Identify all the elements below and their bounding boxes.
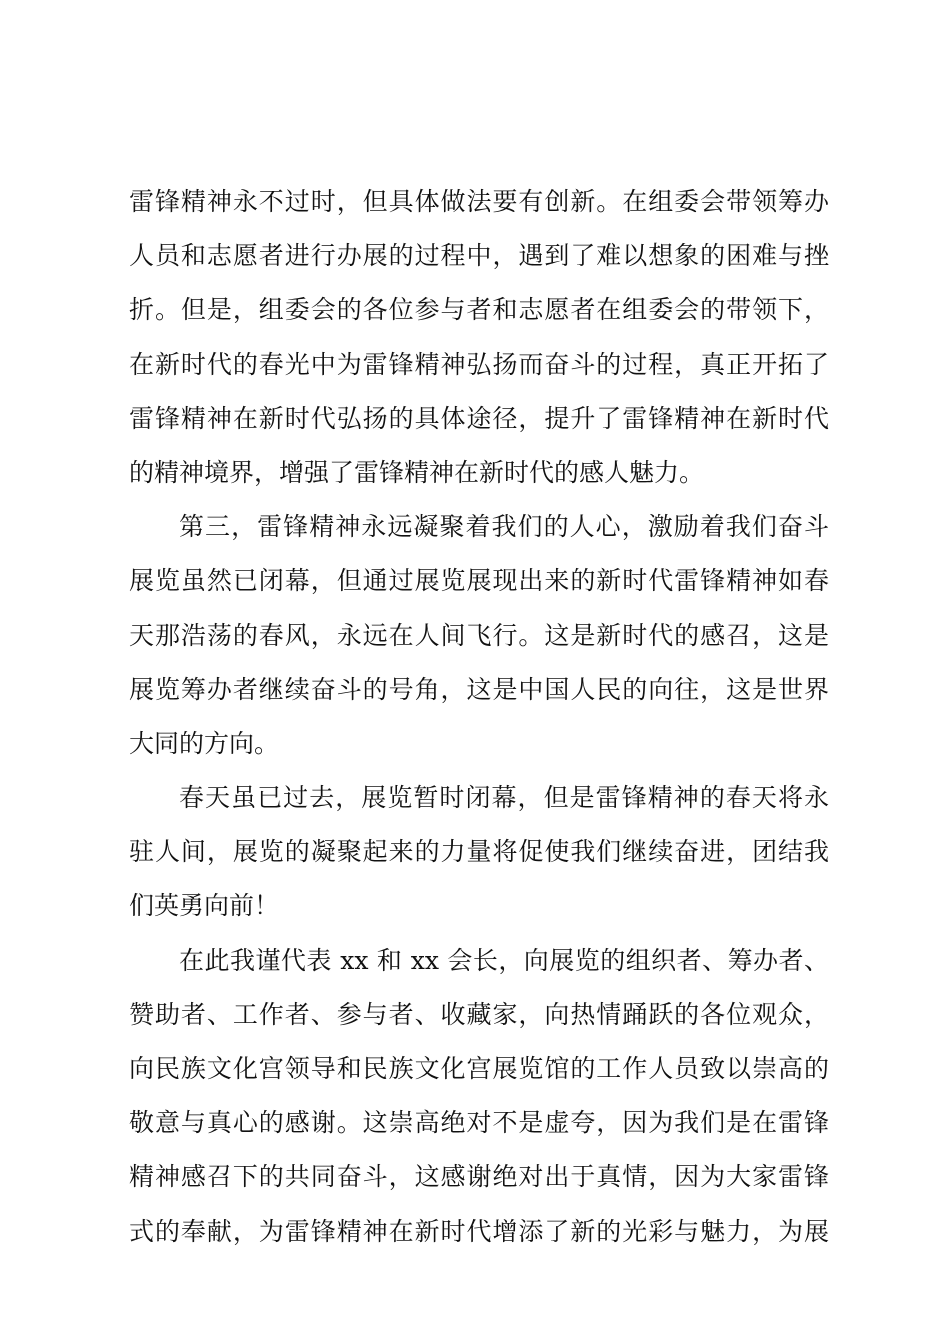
text-line: 在新时代的春光中为雷锋精神弘扬而奋斗的过程，真正开拓了 xyxy=(129,349,829,379)
body-text xyxy=(129,175,829,1259)
text-line: 第三，雷锋精神永远凝聚着我们的人心，激励着我们奋斗 xyxy=(179,512,829,542)
text-line: 展览虽然已闭幕，但通过展览展现出来的新时代雷锋精神如春 xyxy=(129,566,829,596)
text-line: 春天虽已过去，展览暂时闭幕，但是雷锋精神的春天将永 xyxy=(179,783,829,813)
text-line: 展览筹办者继续奋斗的号角，这是中国人民的向往，这是世界 xyxy=(129,674,829,704)
text-line: 雷锋精神在新时代弘扬的具体途径，提升了雷锋精神在新时代 xyxy=(129,403,829,433)
text-line: 式的奉献，为雷锋精神在新时代增添了新的光彩与魅力，为展 xyxy=(129,1216,829,1246)
text-line: 大同的方向。 xyxy=(129,728,280,758)
text-line: 折。但是，组委会的各位参与者和志愿者在组委会的带领下， xyxy=(129,295,829,325)
text-line: 驻人间，展览的凝聚起来的力量将促使我们继续奋进，团结我 xyxy=(129,837,829,867)
text-line: 人员和志愿者进行办展的过程中，遇到了难以想象的困难与挫 xyxy=(129,241,829,271)
text-line: 精神感召下的共同奋斗，这感谢绝对出于真情，因为大家雷锋 xyxy=(129,1162,829,1192)
text-line: 天那浩荡的春风，永远在人间飞行。这是新时代的感召，这是 xyxy=(129,620,829,650)
text-line: 赞助者、工作者、参与者、收藏家，向热情踊跃的各位观众， xyxy=(129,999,829,1029)
text-line: 在此我谨代表 xx 和 xx 会长，向展览的组织者、筹办者、 xyxy=(179,945,829,975)
text-line: 敬意与真心的感谢。这崇高绝对不是虚夸，因为我们是在雷锋 xyxy=(129,1108,829,1138)
text-line: 的精神境界，增强了雷锋精神在新时代的感人魅力。 xyxy=(129,457,705,487)
text-line: 向民族文化宫领导和民族文化宫展览馆的工作人员致以崇高的 xyxy=(129,1054,829,1083)
text-line: 们英勇向前！ xyxy=(129,891,280,921)
text-line: 雷锋精神永不过时，但具体做法要有创新。在组委会带领筹办 xyxy=(129,187,829,216)
